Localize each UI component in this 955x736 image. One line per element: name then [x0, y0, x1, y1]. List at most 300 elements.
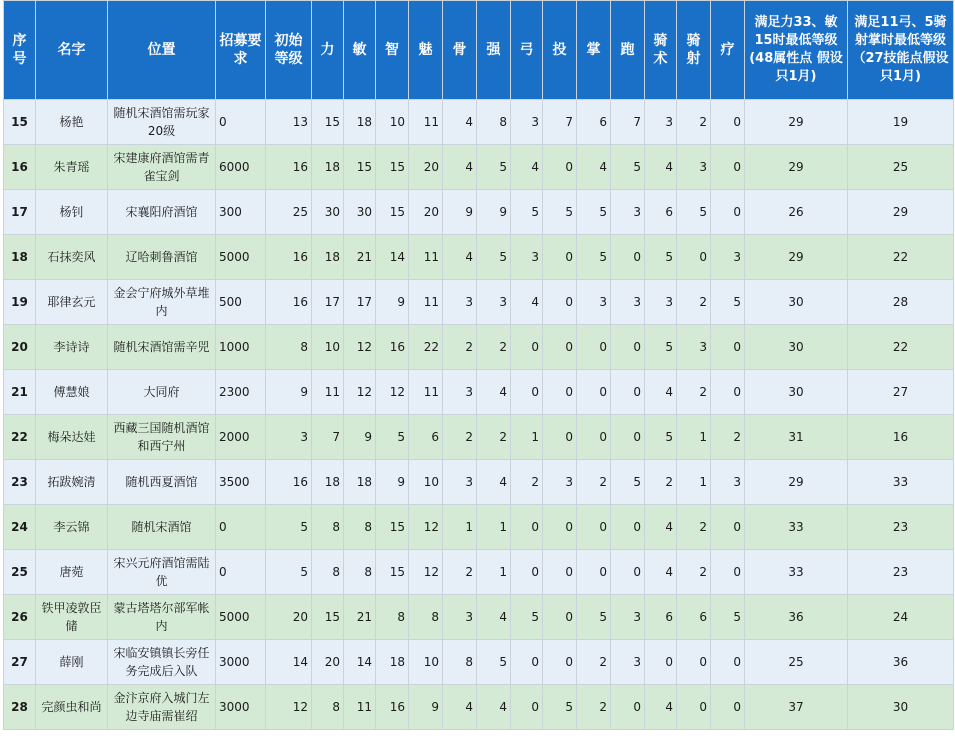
- cell-stat: 3: [645, 100, 677, 145]
- cell-stat: 2: [577, 640, 611, 685]
- cell-stat: 6: [645, 595, 677, 640]
- cell-min-level-skills: 25: [848, 145, 954, 190]
- cell-stat: 16: [376, 685, 409, 730]
- cell-stat: 2: [677, 550, 711, 595]
- cell-stat: 8: [443, 640, 477, 685]
- cell-recruit-requirement: 0: [216, 550, 266, 595]
- cell-stat: 0: [711, 100, 745, 145]
- cell-stat: 3: [266, 415, 312, 460]
- cell-stat: 3: [477, 280, 511, 325]
- cell-recruit-requirement: 1000: [216, 325, 266, 370]
- table-row: [4, 325, 954, 370]
- cell-location: 随机宋酒馆需玩家20级: [108, 100, 216, 145]
- cell-stat: 2: [645, 460, 677, 505]
- cell-min-level-str-agi: 29: [745, 145, 848, 190]
- cell-stat: 4: [443, 100, 477, 145]
- cell-stat: 5: [677, 190, 711, 235]
- table-row: [4, 460, 954, 505]
- cell-stat: 0: [677, 640, 711, 685]
- header-bone: 骨: [443, 1, 477, 100]
- table-row: [4, 145, 954, 190]
- cell-location: 宋临安镇镇长旁任务完成后入队: [108, 640, 216, 685]
- cell-stat: 15: [376, 505, 409, 550]
- cell-stat: 2: [477, 415, 511, 460]
- cell-stat: 0: [611, 370, 645, 415]
- cell-recruit-requirement: 3000: [216, 640, 266, 685]
- cell-stat: 18: [312, 145, 344, 190]
- cell-stat: 5: [477, 235, 511, 280]
- cell-stat: 4: [477, 460, 511, 505]
- cell-min-level-skills: 16: [848, 415, 954, 460]
- cell-stat: 15: [312, 595, 344, 640]
- cell-stat: 3: [611, 595, 645, 640]
- cell-location: 辽哈刺鲁酒馆: [108, 235, 216, 280]
- cell-stat: 0: [543, 370, 577, 415]
- cell-min-level-str-agi: 26: [745, 190, 848, 235]
- cell-stat: 8: [376, 595, 409, 640]
- cell-stat: 2: [443, 415, 477, 460]
- cell-stat: 0: [645, 640, 677, 685]
- header-palm: 掌: [577, 1, 611, 100]
- cell-name: 完颜虫和尚: [36, 685, 108, 730]
- header-mounted-archery: 骑射: [677, 1, 711, 100]
- cell-stat: 4: [645, 685, 677, 730]
- cell-min-level-skills: 33: [848, 460, 954, 505]
- cell-location: 西藏三国随机酒馆和西宁州: [108, 415, 216, 460]
- cell-stat: 0: [543, 325, 577, 370]
- cell-stat: 16: [266, 235, 312, 280]
- cell-name: 朱青瑶: [36, 145, 108, 190]
- header-constitution: 强: [477, 1, 511, 100]
- cell-stat: 3: [443, 280, 477, 325]
- cell-stat: 0: [611, 415, 645, 460]
- cell-index: 15: [4, 100, 36, 145]
- cell-stat: 5: [266, 550, 312, 595]
- cell-stat: 3: [611, 190, 645, 235]
- cell-stat: 0: [711, 505, 745, 550]
- cell-min-level-skills: 22: [848, 325, 954, 370]
- cell-stat: 5: [611, 145, 645, 190]
- cell-stat: 17: [312, 280, 344, 325]
- cell-index: 21: [4, 370, 36, 415]
- cell-min-level-skills: 24: [848, 595, 954, 640]
- cell-stat: 0: [543, 235, 577, 280]
- cell-stat: 0: [711, 685, 745, 730]
- cell-name: 唐菀: [36, 550, 108, 595]
- cell-stat: 0: [611, 505, 645, 550]
- cell-recruit-requirement: 5000: [216, 235, 266, 280]
- cell-stat: 3: [645, 280, 677, 325]
- cell-stat: 0: [711, 145, 745, 190]
- cell-stat: 0: [577, 550, 611, 595]
- cell-stat: 0: [511, 640, 543, 685]
- cell-min-level-str-agi: 29: [745, 460, 848, 505]
- cell-stat: 11: [409, 280, 443, 325]
- cell-stat: 8: [409, 595, 443, 640]
- cell-min-level-str-agi: 37: [745, 685, 848, 730]
- cell-stat: 0: [711, 550, 745, 595]
- cell-name: 傅慧娘: [36, 370, 108, 415]
- cell-location: 金会宁府城外草堆内: [108, 280, 216, 325]
- header-charisma: 魅: [409, 1, 443, 100]
- table-row: [4, 595, 954, 640]
- cell-min-level-str-agi: 25: [745, 640, 848, 685]
- cell-index: 24: [4, 505, 36, 550]
- cell-stat: 18: [344, 100, 376, 145]
- cell-index: 23: [4, 460, 36, 505]
- cell-stat: 5: [645, 235, 677, 280]
- cell-name: 铁甲凌敦臣储: [36, 595, 108, 640]
- cell-stat: 1: [677, 415, 711, 460]
- cell-min-level-skills: 36: [848, 640, 954, 685]
- cell-stat: 5: [511, 595, 543, 640]
- cell-stat: 17: [344, 280, 376, 325]
- cell-stat: 0: [543, 640, 577, 685]
- cell-stat: 5: [511, 190, 543, 235]
- cell-stat: 8: [344, 550, 376, 595]
- header-row: [4, 1, 954, 100]
- cell-stat: 12: [409, 550, 443, 595]
- cell-stat: 11: [409, 370, 443, 415]
- cell-stat: 2: [711, 415, 745, 460]
- cell-stat: 3: [711, 235, 745, 280]
- cell-stat: 12: [409, 505, 443, 550]
- cell-stat: 0: [611, 685, 645, 730]
- cell-stat: 22: [409, 325, 443, 370]
- cell-recruit-requirement: 0: [216, 505, 266, 550]
- cell-min-level-str-agi: 29: [745, 100, 848, 145]
- cell-min-level-skills: 19: [848, 100, 954, 145]
- cell-stat: 21: [344, 235, 376, 280]
- cell-name: 李诗诗: [36, 325, 108, 370]
- cell-name: 梅朵达娃: [36, 415, 108, 460]
- cell-stat: 0: [711, 190, 745, 235]
- character-stats-table: [3, 0, 954, 730]
- cell-location: 随机宋酒馆需辛兕: [108, 325, 216, 370]
- cell-index: 25: [4, 550, 36, 595]
- cell-stat: 3: [511, 235, 543, 280]
- cell-stat: 3: [711, 460, 745, 505]
- table-row: [4, 190, 954, 235]
- cell-stat: 6: [645, 190, 677, 235]
- cell-stat: 9: [376, 280, 409, 325]
- cell-recruit-requirement: 2300: [216, 370, 266, 415]
- cell-stat: 7: [543, 100, 577, 145]
- header-riding: 骑术: [645, 1, 677, 100]
- cell-stat: 12: [344, 370, 376, 415]
- header-run: 跑: [611, 1, 645, 100]
- cell-stat: 5: [577, 235, 611, 280]
- cell-stat: 4: [443, 145, 477, 190]
- cell-stat: 25: [266, 190, 312, 235]
- cell-index: 18: [4, 235, 36, 280]
- cell-stat: 12: [344, 325, 376, 370]
- header-index: 序号: [4, 1, 36, 100]
- cell-stat: 1: [677, 460, 711, 505]
- cell-stat: 0: [511, 325, 543, 370]
- header-healing: 疗: [711, 1, 745, 100]
- cell-name: 李云锦: [36, 505, 108, 550]
- cell-min-level-str-agi: 29: [745, 235, 848, 280]
- cell-stat: 0: [543, 145, 577, 190]
- cell-stat: 5: [376, 415, 409, 460]
- cell-stat: 14: [344, 640, 376, 685]
- table-row: [4, 640, 954, 685]
- cell-stat: 4: [443, 685, 477, 730]
- cell-stat: 15: [376, 145, 409, 190]
- table-body: [4, 100, 954, 730]
- cell-stat: 6: [677, 595, 711, 640]
- cell-stat: 5: [543, 190, 577, 235]
- cell-stat: 2: [511, 460, 543, 505]
- cell-stat: 0: [711, 370, 745, 415]
- cell-stat: 0: [511, 550, 543, 595]
- table-row: [4, 550, 954, 595]
- cell-stat: 2: [677, 370, 711, 415]
- cell-stat: 1: [511, 415, 543, 460]
- cell-recruit-requirement: 2000: [216, 415, 266, 460]
- cell-stat: 5: [645, 325, 677, 370]
- cell-stat: 21: [344, 595, 376, 640]
- cell-stat: 10: [376, 100, 409, 145]
- cell-min-level-skills: 28: [848, 280, 954, 325]
- cell-stat: 13: [266, 100, 312, 145]
- cell-stat: 14: [376, 235, 409, 280]
- cell-min-level-str-agi: 33: [745, 550, 848, 595]
- cell-stat: 0: [611, 550, 645, 595]
- cell-index: 26: [4, 595, 36, 640]
- cell-stat: 9: [344, 415, 376, 460]
- cell-stat: 0: [543, 415, 577, 460]
- cell-stat: 5: [266, 505, 312, 550]
- cell-min-level-skills: 29: [848, 190, 954, 235]
- cell-stat: 8: [312, 550, 344, 595]
- cell-stat: 5: [577, 190, 611, 235]
- cell-stat: 3: [511, 100, 543, 145]
- cell-stat: 5: [645, 415, 677, 460]
- cell-location: 宋建康府酒馆需青雀宝剑: [108, 145, 216, 190]
- cell-stat: 9: [409, 685, 443, 730]
- cell-stat: 0: [611, 325, 645, 370]
- cell-min-level-skills: 23: [848, 505, 954, 550]
- cell-stat: 18: [312, 235, 344, 280]
- cell-index: 17: [4, 190, 36, 235]
- cell-stat: 9: [376, 460, 409, 505]
- cell-stat: 6: [577, 100, 611, 145]
- cell-stat: 0: [543, 595, 577, 640]
- cell-index: 20: [4, 325, 36, 370]
- cell-stat: 4: [645, 505, 677, 550]
- cell-min-level-skills: 22: [848, 235, 954, 280]
- cell-recruit-requirement: 6000: [216, 145, 266, 190]
- cell-stat: 11: [344, 685, 376, 730]
- cell-recruit-requirement: 0: [216, 100, 266, 145]
- cell-stat: 12: [376, 370, 409, 415]
- cell-recruit-requirement: 500: [216, 280, 266, 325]
- cell-min-level-str-agi: 31: [745, 415, 848, 460]
- cell-stat: 3: [611, 280, 645, 325]
- cell-stat: 3: [577, 280, 611, 325]
- cell-stat: 0: [577, 505, 611, 550]
- cell-stat: 11: [409, 100, 443, 145]
- cell-stat: 2: [677, 100, 711, 145]
- cell-stat: 7: [611, 100, 645, 145]
- cell-stat: 15: [376, 190, 409, 235]
- cell-stat: 4: [477, 595, 511, 640]
- cell-min-level-str-agi: 30: [745, 325, 848, 370]
- cell-stat: 8: [312, 685, 344, 730]
- cell-stat: 6: [409, 415, 443, 460]
- cell-stat: 0: [543, 280, 577, 325]
- cell-location: 随机西夏酒馆: [108, 460, 216, 505]
- cell-stat: 15: [344, 145, 376, 190]
- cell-stat: 2: [477, 325, 511, 370]
- cell-stat: 15: [376, 550, 409, 595]
- cell-stat: 20: [409, 145, 443, 190]
- cell-stat: 8: [344, 505, 376, 550]
- cell-recruit-requirement: 3500: [216, 460, 266, 505]
- cell-stat: 3: [443, 460, 477, 505]
- cell-stat: 0: [577, 370, 611, 415]
- cell-stat: 20: [312, 640, 344, 685]
- header-min-level-str-agi: 满足力33、敏15时最低等级(48属性点 假设只1月): [745, 1, 848, 100]
- cell-name: 耶律玄元: [36, 280, 108, 325]
- cell-stat: 16: [266, 460, 312, 505]
- cell-location: 大同府: [108, 370, 216, 415]
- cell-name: 杨艳: [36, 100, 108, 145]
- cell-min-level-skills: 23: [848, 550, 954, 595]
- cell-stat: 1: [477, 550, 511, 595]
- cell-stat: 5: [711, 595, 745, 640]
- cell-stat: 20: [266, 595, 312, 640]
- cell-index: 22: [4, 415, 36, 460]
- cell-stat: 16: [266, 280, 312, 325]
- cell-location: 宋兴元府酒馆需陆优: [108, 550, 216, 595]
- cell-stat: 0: [511, 370, 543, 415]
- cell-min-level-skills: 27: [848, 370, 954, 415]
- cell-stat: 1: [477, 505, 511, 550]
- cell-min-level-str-agi: 30: [745, 280, 848, 325]
- cell-stat: 3: [443, 595, 477, 640]
- cell-stat: 5: [477, 145, 511, 190]
- cell-stat: 11: [312, 370, 344, 415]
- cell-stat: 10: [409, 640, 443, 685]
- cell-location: 蒙古塔塔尔部军帐内: [108, 595, 216, 640]
- table-row: [4, 235, 954, 280]
- cell-stat: 10: [409, 460, 443, 505]
- cell-recruit-requirement: 3000: [216, 685, 266, 730]
- cell-stat: 0: [543, 550, 577, 595]
- cell-stat: 9: [266, 370, 312, 415]
- cell-stat: 0: [711, 325, 745, 370]
- cell-location: 随机宋酒馆: [108, 505, 216, 550]
- cell-stat: 5: [711, 280, 745, 325]
- cell-location: 金汴京府入城门左边寺庙需崔绍: [108, 685, 216, 730]
- cell-stat: 3: [611, 640, 645, 685]
- cell-stat: 2: [577, 460, 611, 505]
- cell-stat: 7: [312, 415, 344, 460]
- cell-stat: 2: [677, 505, 711, 550]
- cell-stat: 3: [443, 370, 477, 415]
- table-row: [4, 100, 954, 145]
- cell-stat: 9: [477, 190, 511, 235]
- cell-stat: 4: [477, 685, 511, 730]
- table-row: [4, 505, 954, 550]
- cell-stat: 4: [577, 145, 611, 190]
- cell-stat: 0: [677, 685, 711, 730]
- cell-stat: 5: [611, 460, 645, 505]
- cell-stat: 0: [511, 505, 543, 550]
- header-throw: 投: [543, 1, 577, 100]
- table-row: [4, 280, 954, 325]
- cell-stat: 3: [543, 460, 577, 505]
- cell-recruit-requirement: 5000: [216, 595, 266, 640]
- table-row: [4, 415, 954, 460]
- cell-stat: 10: [312, 325, 344, 370]
- cell-stat: 0: [543, 505, 577, 550]
- cell-stat: 1: [443, 505, 477, 550]
- cell-min-level-str-agi: 36: [745, 595, 848, 640]
- cell-stat: 18: [376, 640, 409, 685]
- cell-stat: 2: [577, 685, 611, 730]
- cell-stat: 3: [677, 145, 711, 190]
- cell-stat: 4: [511, 145, 543, 190]
- cell-stat: 0: [577, 325, 611, 370]
- cell-stat: 16: [266, 145, 312, 190]
- cell-stat: 2: [443, 325, 477, 370]
- header-intelligence: 智: [376, 1, 409, 100]
- cell-stat: 30: [344, 190, 376, 235]
- header-name: 名字: [36, 1, 108, 100]
- cell-stat: 8: [312, 505, 344, 550]
- cell-stat: 15: [312, 100, 344, 145]
- cell-stat: 18: [312, 460, 344, 505]
- header-bow: 弓: [511, 1, 543, 100]
- cell-stat: 18: [344, 460, 376, 505]
- cell-recruit-requirement: 300: [216, 190, 266, 235]
- cell-index: 19: [4, 280, 36, 325]
- cell-min-level-str-agi: 33: [745, 505, 848, 550]
- cell-name: 薛刚: [36, 640, 108, 685]
- cell-name: 石抹奕风: [36, 235, 108, 280]
- cell-stat: 20: [409, 190, 443, 235]
- cell-stat: 0: [711, 640, 745, 685]
- cell-stat: 30: [312, 190, 344, 235]
- cell-name: 杨钊: [36, 190, 108, 235]
- cell-stat: 2: [677, 280, 711, 325]
- cell-stat: 5: [543, 685, 577, 730]
- cell-index: 16: [4, 145, 36, 190]
- cell-stat: 5: [577, 595, 611, 640]
- cell-stat: 2: [443, 550, 477, 595]
- cell-name: 拓跋婉清: [36, 460, 108, 505]
- table-row: [4, 370, 954, 415]
- cell-stat: 4: [477, 370, 511, 415]
- header-strength: 力: [312, 1, 344, 100]
- cell-stat: 11: [409, 235, 443, 280]
- cell-stat: 4: [645, 550, 677, 595]
- header-location: 位置: [108, 1, 216, 100]
- cell-stat: 4: [645, 370, 677, 415]
- cell-min-level-str-agi: 30: [745, 370, 848, 415]
- cell-stat: 0: [677, 235, 711, 280]
- cell-stat: 0: [511, 685, 543, 730]
- cell-stat: 4: [645, 145, 677, 190]
- cell-stat: 8: [477, 100, 511, 145]
- cell-min-level-skills: 30: [848, 685, 954, 730]
- cell-stat: 14: [266, 640, 312, 685]
- header-agility: 敏: [344, 1, 376, 100]
